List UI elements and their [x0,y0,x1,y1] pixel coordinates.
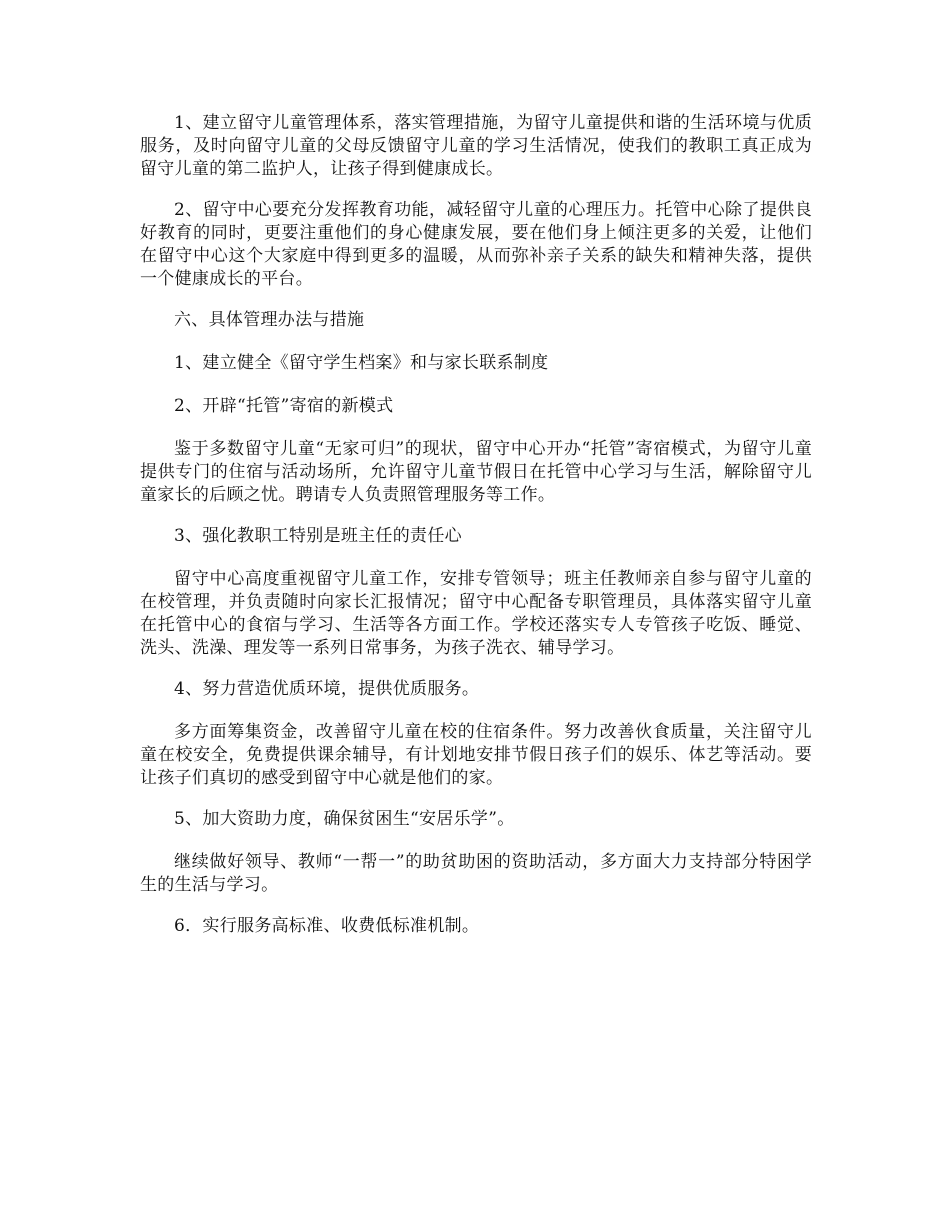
subheading-5: 5、加大资助力度，确保贫困生“安居乐学”。 [174,809,515,829]
subheading-2: 2、开辟“托管”寄宿的新模式 [174,396,394,416]
paragraph-4: 留守中心高度重视留守儿童工作，安排专管领导；班主任教师亲自参与留守儿童的在校管理，并负责随时向家长汇报情况；留守中心配备专职管理员，具体落实留守儿童在托管中心的食宿与学习、生活等各方面工作。学校还落实专人专管孩子吃饭、睡觉、洗头、洗澡、理发等一系列日常事务，为孩子洗衣、辅导学习。 [140,569,812,658]
paragraph-6: 继续做好领导、教师“一帮一”的助贫助困的资助活动，多方面大力支持部分特困学生的生活与学习。 [140,852,812,895]
paragraph-1: 1、建立留守儿童管理体系，落实管理措施，为留守儿童提供和谐的生活环境与优质服务，及时向留守儿童的父母反馈留守儿童的学习生活情况，使我们的教职工真正成为留守儿童的第二监护人，让孩子得到健康成长。 [140,113,812,179]
subheading-3: 3、强化教职工特别是班主任的责任心 [174,526,462,546]
paragraph-3: 鉴于多数留守儿童“无家可归”的现状，留守中心开办“托管”寄宿模式，为留守儿童提供专门的住宿与活动场所，允许留守儿童节假日在托管中心学习与生活，解除留守儿童家长的后顾之忧。聘请专人负责照管理服务等工作。 [140,439,812,505]
document-body [140,112,812,958]
subheading-4: 4、努力营造优质环境，提供优质服务。 [174,679,480,699]
paragraph-5: 多方面筹集资金，改善留守儿童在校的住宿条件。努力改善伙食质量，关注留守儿童在校安全，免费提供课余辅导，有计划地安排节假日孩子们的娱乐、体艺等活动。要让孩子们真切的感受到留守中心就是他们的家。 [140,722,812,788]
subheading-1: 1、建立健全《留守学生档案》和与家长联系制度 [174,353,549,373]
subheading-6: 6．实行服务高标准、收费低标准机制。 [174,916,480,936]
section-heading: 六、具体管理办法与措施 [174,310,365,330]
paragraph-2: 2、留守中心要充分发挥教育功能，减轻留守儿童的心理压力。托管中心除了提供良好教育的同时，更要注重他们的身心健康发展，要在他们身上倾注更多的关爱，让他们在留守中心这个大家庭中得到更多的温暖，从而弥补亲子关系的缺失和精神失落，提供一个健康成长的平台。 [140,200,812,289]
